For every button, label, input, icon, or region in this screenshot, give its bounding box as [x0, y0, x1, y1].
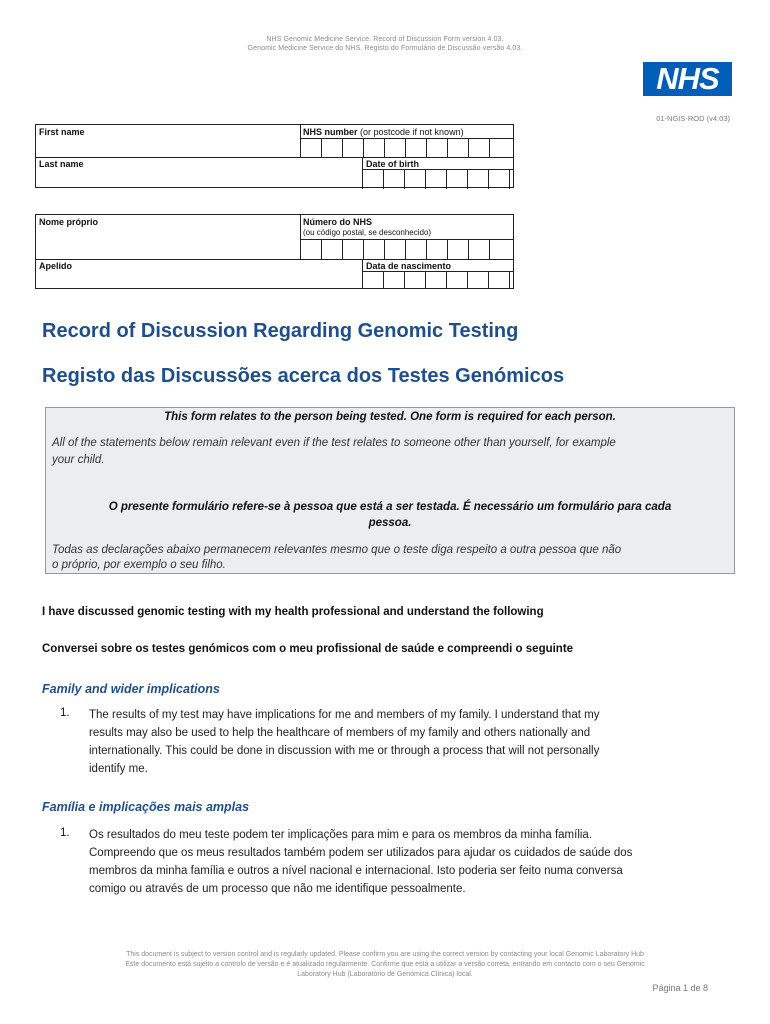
nhs-number-label: NHS number (or postcode if not known) — [303, 127, 464, 137]
section-heading-en: Family and wider implications — [42, 682, 220, 696]
page-title-pt: Registo das Discussões acerca dos Testes Genómicos — [42, 365, 565, 387]
last-name-field[interactable]: Last name — [39, 159, 84, 169]
dob-label: Date of birth — [366, 159, 419, 169]
intro-en: I have discussed genomic testing with my health professional and understand the following — [42, 606, 544, 618]
numero-nhs-label: Número do NHS — [303, 217, 373, 227]
patient-id-box-en — [35, 124, 514, 188]
item-text-en: The results of my test may have implications for me and members of my family. I understand that my results may also be used to help the healthcare of members of my family and others nationally and internationally. This could be done in discussion with me or through a process that will not personally identify me. — [89, 709, 600, 775]
data-nascimento-label: Data de nascimento — [366, 261, 452, 271]
nhs-number-input[interactable] — [300, 138, 510, 158]
item-number-en: 1. — [60, 707, 70, 719]
patient-id-box-pt — [35, 214, 514, 289]
section-heading-pt: Família e implicações mais amplas — [42, 800, 250, 814]
dob-input[interactable] — [362, 169, 530, 189]
notice-pt-line2: o próprio, por exemplo o seu filho. — [52, 559, 226, 571]
notice-pt-line1: Todas as declarações abaixo permanecem relevantes mesmo que o teste diga respeito a outra pessoa que não — [52, 544, 622, 556]
footer-note-pt-cont: Laboratory Hub (Laboratório de Genómica Clínica) local. — [297, 971, 473, 978]
page-number: Página 1 de 8 — [652, 983, 708, 993]
footer-note-en: This document is subject to version control and is regularly updated. Please confirm you are using the correct version by contacting your local Genomic Laboratory Hub — [126, 951, 644, 958]
first-name-field[interactable]: First name — [39, 127, 85, 137]
numero-nhs-input[interactable] — [300, 239, 510, 259]
notice-en-bold: This form relates to the person being tested. One form is required for each person. — [164, 411, 616, 423]
item-text-pt: Os resultados do meu teste podem ter implicações para mim e para os membros da minha família. Compreendo que os meus resultados também podem ser utilizados para ajudar os cuidados de saúde dos membros da minha família e outros a nível nacional e internacional. Isto poderia ser feito numa conversa comigo ou através de um processo que não me identifique pessoalmente. — [89, 829, 633, 895]
header-version-pt: Genomic Medicine Service do NHS. Registo do Formulário de Discussão versão 4.03. — [247, 45, 523, 52]
data-nascimento-input[interactable] — [362, 271, 530, 289]
notice-pt-bold1: O presente formulário refere-se à pessoa que está a ser testada. É necessário um formulário para cada — [108, 501, 672, 513]
numero-nhs-note: (ou código postal, se desconhecido) — [303, 228, 432, 237]
notice-en-line1: All of the statements below remain relevant even if the test relates to someone other than yourself, for example — [52, 437, 616, 449]
item-number-pt: 1. — [60, 827, 70, 839]
nhs-logo: NHS — [643, 62, 732, 96]
apelido-field[interactable]: Apelido — [39, 261, 72, 271]
page-title-en: Record of Discussion Regarding Genomic Testing — [42, 320, 519, 342]
header-version-en: NHS Genomic Medicine Service. Record of Discussion Form version 4.03. — [266, 36, 504, 43]
notice-pt-bold2: pessoa. — [368, 517, 412, 529]
form-reference: 01-NGIS-ROD (v4.03) — [656, 114, 730, 123]
notice-en-line2: your child. — [52, 454, 105, 466]
footer-note-pt: Este documento está sujeito a controlo de versão e é atualizado regularmente. Confirme que está a utilizar a versão correta, entrando em contacto com o seu Genomic — [125, 961, 645, 968]
nome-proprio-field[interactable]: Nome próprio — [39, 217, 99, 227]
intro-pt: Conversei sobre os testes genómicos com o meu profissional de saúde e compreendi o seguinte — [42, 643, 574, 655]
notice-box — [45, 407, 735, 574]
